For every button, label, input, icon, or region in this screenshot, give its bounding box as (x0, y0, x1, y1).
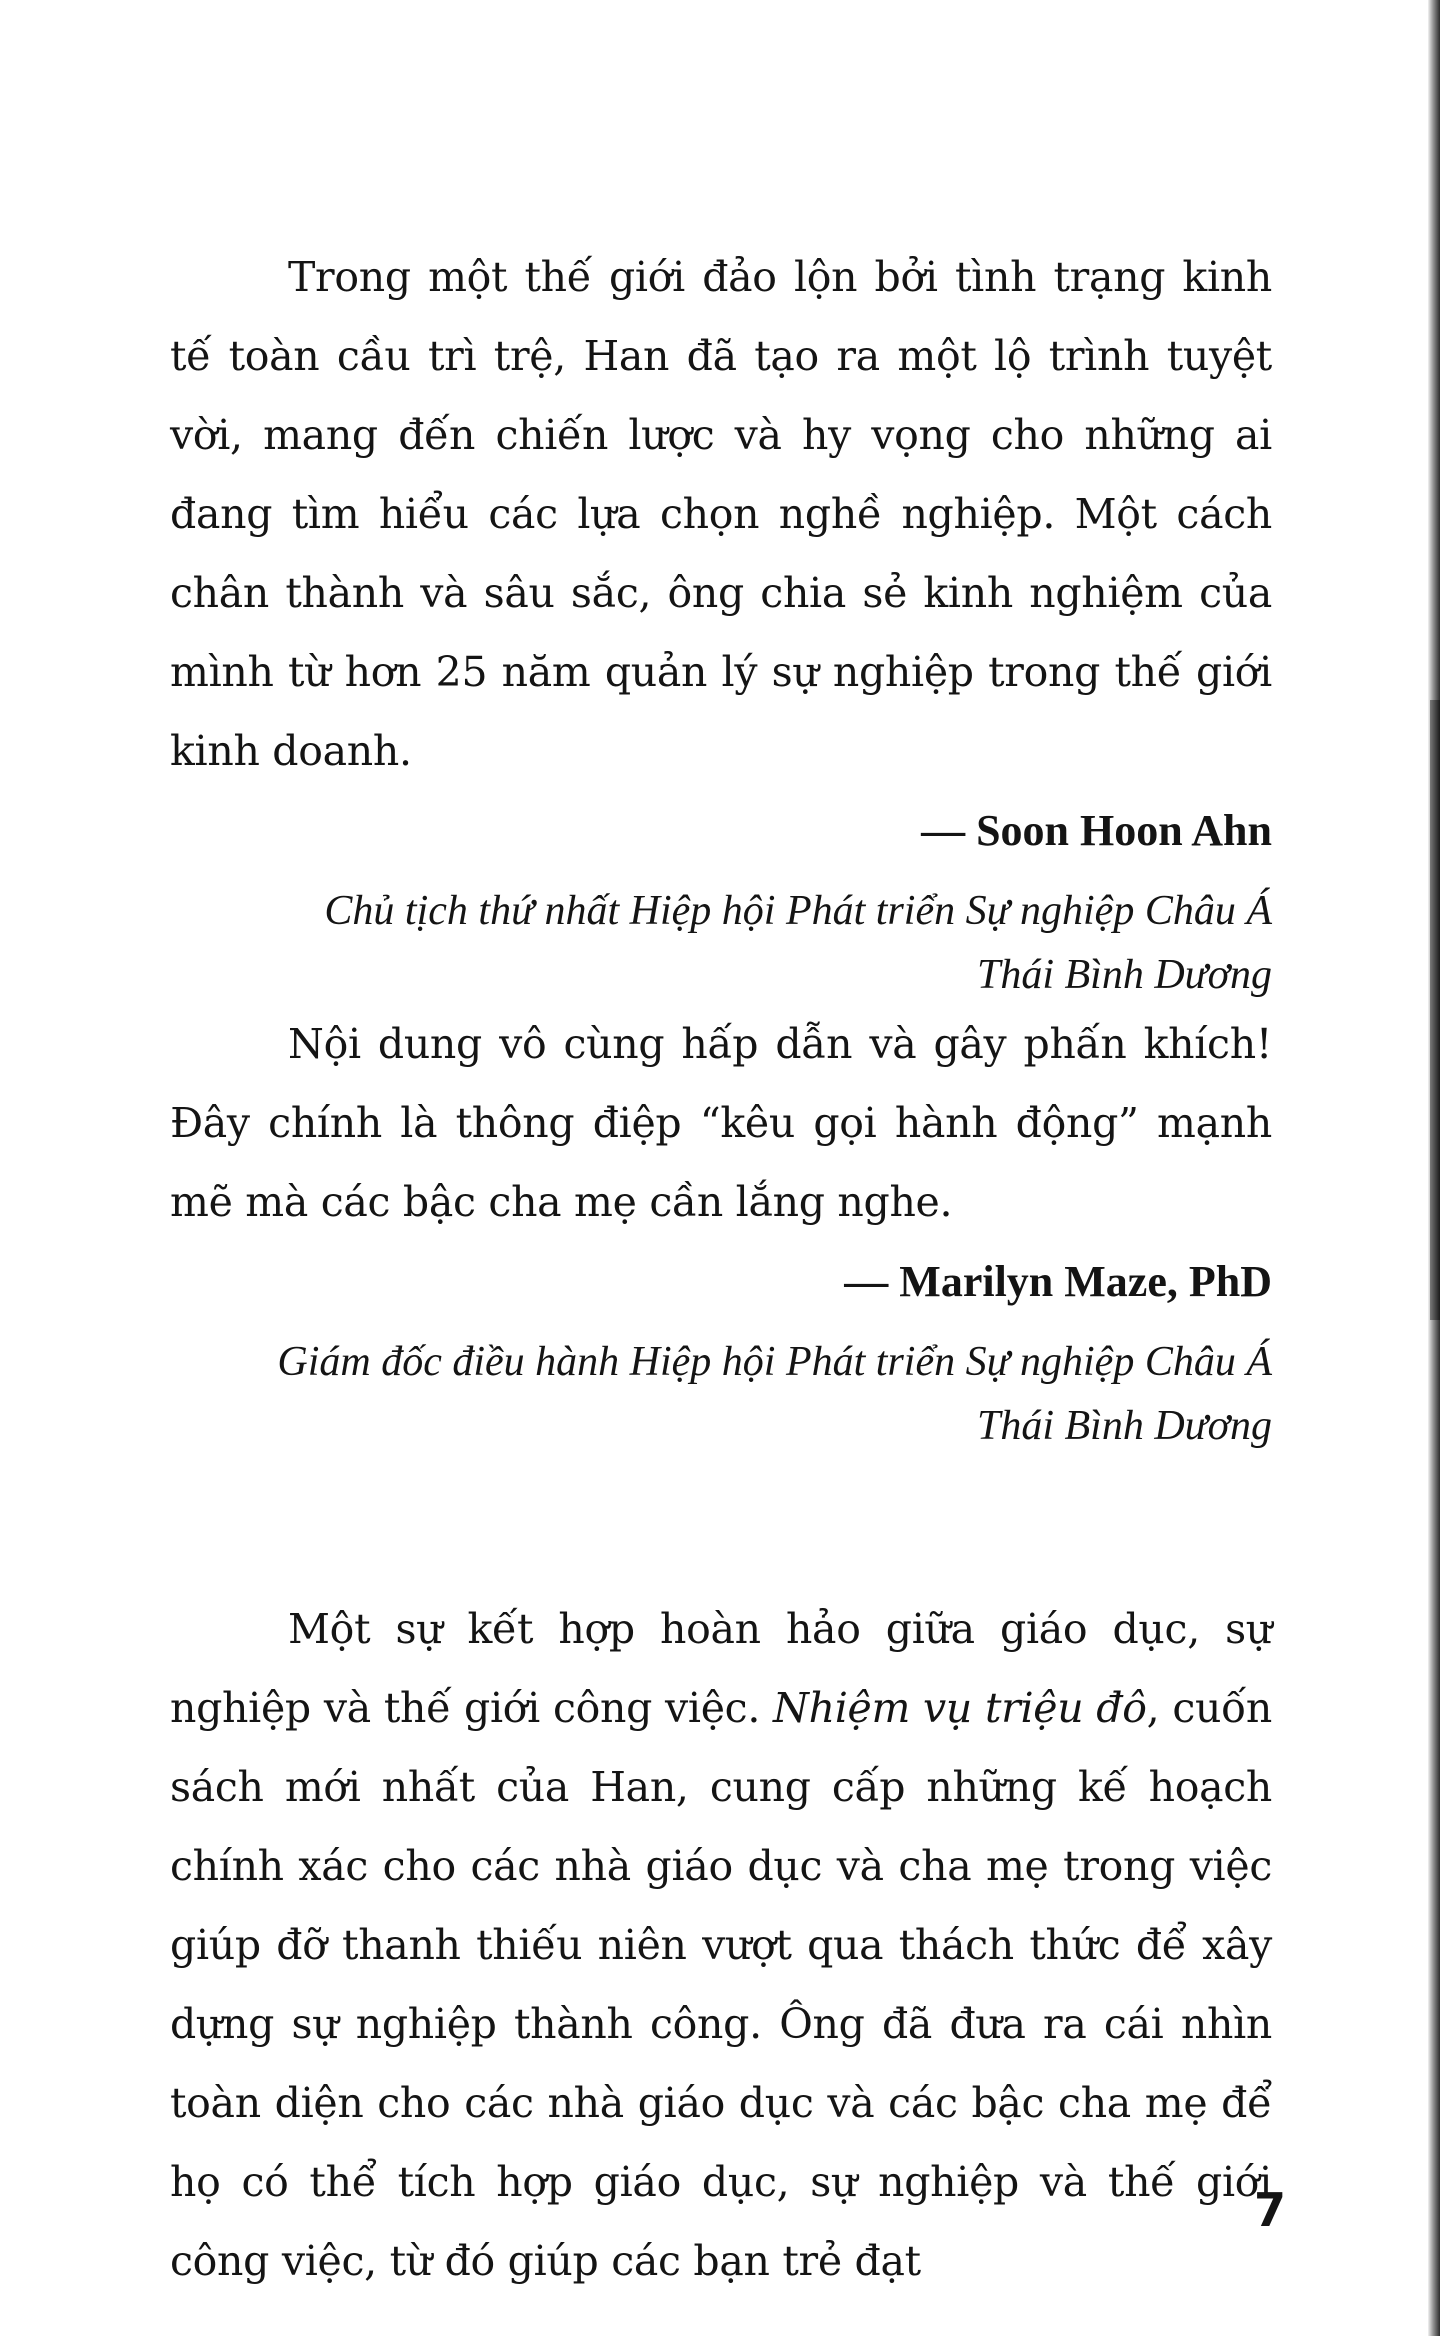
testimonial-text-start: Một sự kết hợp hoàn hảo giữa giáo dục, sự nghiệp và thế giới công việc. (170, 1605, 1272, 1732)
testimonial-text (170, 1590, 1272, 2301)
testimonial-author-title: Giám đốc điều hành Hiệp hội Phát triển Sự nghiệp Châu Á Thái Bình Dương (277, 1339, 1272, 1449)
testimonial-3 (170, 1590, 1272, 2301)
testimonial-1 (170, 238, 1272, 1007)
book-title: Nhiệm vụ triệu đô (773, 1684, 1147, 1732)
testimonial-text-end: , cuốn sách mới nhất của Han, cung cấp những kế hoạch chính xác cho các nhà giáo dục và cha mẹ trong việc giúp đỡ thanh thiếu niên vượt qua thách thức để xây dựng sự nghiệp thành công. Ông đã đưa ra cái nhìn toàn diện cho các nhà giáo dục và các bậc cha mẹ để họ có thể tích hợp giáo dục, sự nghiệp và thế giới công việc, từ đó giúp các bạn trẻ đạt (170, 1684, 1273, 2285)
testimonial-author-title: Chủ tịch thứ nhất Hiệp hội Phát triển Sự nghiệp Châu Á Thái Bình Dương (324, 888, 1272, 998)
page-number: 7 (1253, 2183, 1286, 2237)
testimonial-text: Trong một thế giới đảo lộn bởi tình trạng kinh tế toàn cầu trì trệ, Han đã tạo ra một lộ trình tuyệt vời, mang đến chiến lược và hy vọng cho những ai đang tìm hiểu các lựa chọn nghề nghiệp. Một cách chân thành và sâu sắc, ông chia sẻ kinh nghiệm của mình từ hơn 25 năm quản lý sự nghiệp trong thế giới kinh doanh. (170, 253, 1272, 775)
testimonial-author: — Soon Hoon Ahn (921, 806, 1272, 855)
page-edge-binding (1430, 700, 1440, 1320)
testimonial-author: — Marilyn Maze, PhD (844, 1257, 1272, 1306)
testimonial-text: Nội dung vô cùng hấp dẫn và gây phấn khích! Đây chính là thông điệp “kêu gọi hành động” mạnh mẽ mà các bậc cha mẹ cần lắng nghe. (170, 1020, 1272, 1226)
testimonial-2 (170, 1005, 1272, 1458)
